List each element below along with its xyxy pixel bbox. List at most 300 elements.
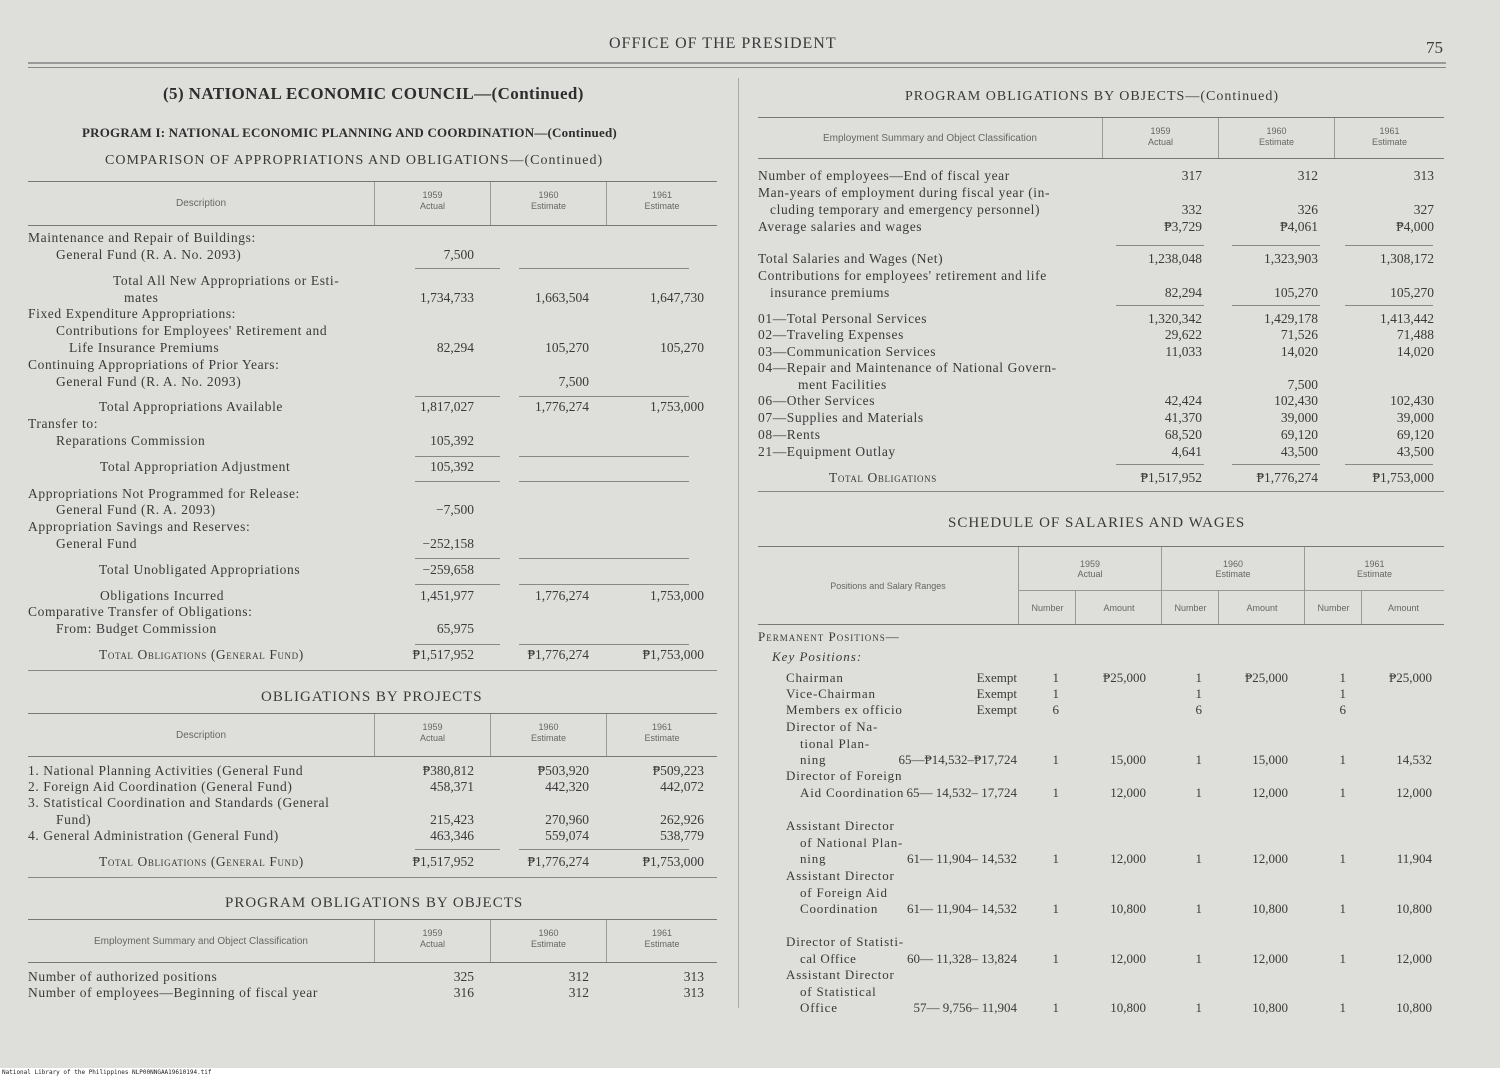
row-value: 105,392: [430, 459, 474, 474]
column-divider: [738, 78, 739, 1008]
position-count: 1: [1339, 752, 1346, 767]
total-rule: [415, 849, 500, 850]
row-value: 1,817,027: [420, 399, 474, 414]
total-rule: [519, 456, 604, 457]
total-rule: [604, 584, 689, 585]
row-value: 313: [683, 969, 704, 984]
row-value: ₱1,517,952: [412, 647, 474, 662]
row-value: 1,429,178: [1264, 311, 1318, 326]
objects-continued-title: PROGRAM OBLIGATIONS BY OBJECTS—(Continued): [905, 89, 1280, 104]
row-value: ₱3,729: [1164, 219, 1202, 234]
row-value: 82,294: [1164, 285, 1202, 300]
row-description: Reparations Commission: [56, 433, 206, 448]
row-value: 1,451,977: [420, 588, 474, 603]
row-description: Obligations Incurred: [100, 588, 225, 603]
row-description: 07—Supplies and Materials: [758, 410, 924, 425]
row-value: 1,647,730: [650, 290, 704, 305]
table-row: [758, 470, 1444, 487]
row-description: Appropriation Savings and Reserves:: [28, 519, 251, 534]
row-description: General Fund (R. A. 2093): [56, 502, 216, 517]
table-row: [28, 621, 717, 638]
row-value: 1,413,442: [1380, 311, 1434, 326]
row-description: 08—Rents: [758, 427, 821, 442]
col-1960: 1960 Estimate: [490, 182, 606, 225]
position-count: 1: [1052, 784, 1059, 800]
position-count: 1: [1339, 1000, 1346, 1015]
table-row: [758, 444, 1444, 461]
position-count: 1: [1052, 1000, 1059, 1015]
row-description: mates: [124, 290, 159, 305]
running-header-title: OFFICE OF THE PRESIDENT: [609, 35, 837, 52]
row-value: 71,526: [1280, 327, 1318, 342]
table-row: [28, 459, 717, 476]
col-amount: Amount: [1218, 591, 1305, 624]
position-count: 1: [1052, 752, 1059, 767]
row-description: Man-years of employment during fiscal year (in-: [758, 185, 1051, 200]
total-rule: [519, 558, 604, 559]
row-description: Maintenance and Repair of Buildings:: [28, 230, 256, 245]
table-row: [28, 812, 717, 829]
row-value: 39,000: [1396, 410, 1434, 425]
row-value: ₱1,753,000: [642, 647, 704, 662]
position-count: 1: [1195, 670, 1202, 685]
row-value: 102,430: [1390, 393, 1434, 408]
position-title: of National Plan-: [800, 834, 904, 850]
row-value: ₱1,517,952: [1140, 470, 1202, 485]
total-rule: [604, 644, 689, 645]
salary-amount: 12,000: [1396, 950, 1432, 966]
salary-amount: 10,800: [1396, 901, 1432, 916]
total-rule: [1345, 464, 1433, 465]
row-description: Total Obligations (General Fund): [99, 647, 304, 662]
total-rule: [1345, 245, 1433, 246]
position-count: 1: [1052, 670, 1059, 685]
row-description: General Fund: [56, 536, 138, 551]
salary-amount: ₱25,000: [1389, 670, 1432, 685]
row-value: 105,270: [1274, 285, 1318, 300]
position-title: Assistant Director: [786, 868, 895, 883]
row-description: 04—Repair and Maintenance of National Govern-: [758, 360, 1057, 375]
row-value: 538,779: [660, 828, 704, 843]
row-value: 82,294: [436, 340, 474, 355]
total-rule: [1232, 245, 1320, 246]
row-value: 105,392: [430, 433, 474, 448]
permanent-positions-label: Permanent Positions—: [758, 629, 900, 644]
position-count: 1: [1195, 950, 1202, 966]
row-value: 14,020: [1396, 344, 1434, 359]
col-amount: Amount: [1075, 591, 1162, 624]
table-row: [28, 519, 717, 536]
row-value: 102,430: [1274, 393, 1318, 408]
header-rule: [28, 62, 1446, 64]
row-value: 1,776,274: [535, 399, 589, 414]
position-title: Office: [800, 1000, 838, 1015]
salary-range: 60— 11,328– 13,824: [906, 950, 1017, 966]
salary-amount: 10,800: [1252, 1000, 1288, 1015]
salary-range: 65—₱14,532–₱17,724: [898, 752, 1017, 767]
row-description: Number of employees—Beginning of fiscal year: [28, 985, 318, 1000]
col-number: Number: [1304, 591, 1362, 624]
row-description: Continuing Appropriations of Prior Years:: [28, 357, 280, 372]
row-value: ₱1,776,274: [527, 647, 589, 662]
row-value: 1,238,048: [1148, 251, 1202, 266]
total-rule: [415, 456, 500, 457]
row-description: 4. General Administration (General Fund): [28, 828, 279, 843]
row-value: 43,500: [1396, 444, 1434, 459]
row-value: 71,488: [1396, 327, 1434, 342]
salary-amount: 15,000: [1110, 752, 1146, 767]
position-title: Director of Statisti-: [786, 934, 904, 949]
page-number: 75: [1426, 38, 1443, 57]
row-value: 1,323,903: [1264, 251, 1318, 266]
table-row: [758, 185, 1444, 202]
salary-amount: 15,000: [1252, 752, 1288, 767]
salary-range: Exempt: [976, 670, 1017, 685]
row-value: ₱4,061: [1280, 219, 1318, 234]
row-value: 326: [1297, 202, 1318, 217]
position-count: 1: [1339, 950, 1346, 966]
row-value: 4,641: [1171, 444, 1202, 459]
row-value: 1,753,000: [650, 588, 704, 603]
position-title: ning: [800, 851, 827, 866]
row-value: 68,520: [1164, 427, 1202, 442]
row-value: 316: [453, 985, 474, 1000]
projects-table-header: Description 1959 Actual 1960 Estimate 1961 Estimate: [28, 713, 717, 757]
total-rule: [519, 584, 604, 585]
position-title: Assistant Director: [786, 818, 895, 833]
row-description: Contributions for employees' retirement and life: [758, 268, 1047, 283]
row-value: 105,270: [660, 340, 704, 355]
col-number: Number: [1161, 591, 1219, 624]
row-description: Total Unobligated Appropriations: [99, 562, 301, 577]
total-rule: [519, 481, 604, 482]
row-value: 43,500: [1280, 444, 1318, 459]
objects-title: PROGRAM OBLIGATIONS BY OBJECTS: [225, 895, 524, 911]
row-value: 312: [568, 985, 589, 1000]
position-title: cal Office: [800, 950, 857, 966]
row-description: 06—Other Services: [758, 393, 876, 408]
position-title: Aid Coordination: [800, 784, 905, 800]
row-value: 312: [1297, 168, 1318, 183]
total-rule: [415, 584, 500, 585]
salary-amount: 11,904: [1396, 851, 1432, 866]
table-row: [28, 779, 717, 796]
table-row: [28, 502, 717, 519]
col-1959: 1959 Actual: [374, 182, 490, 225]
total-rule: [415, 644, 500, 645]
salary-amount: 10,800: [1110, 901, 1146, 916]
table-row: [28, 536, 717, 553]
salary-range: Exempt: [976, 686, 1017, 701]
position-title: tional Plan-: [800, 735, 870, 751]
row-value: 327: [1413, 202, 1434, 217]
row-description: 21—Equipment Outlay: [758, 444, 896, 459]
position-count: 1: [1052, 950, 1059, 966]
total-rule: [604, 481, 689, 482]
row-value: 42,424: [1164, 393, 1202, 408]
row-value: ₱380,812: [422, 763, 474, 778]
table-row: [758, 251, 1444, 268]
position-title: Vice-Chairman: [786, 686, 876, 701]
row-description: Fund): [56, 812, 92, 827]
row-value: 69,120: [1396, 427, 1434, 442]
row-value: 11,033: [1165, 344, 1202, 359]
total-rule: [604, 456, 689, 457]
table-row: [28, 969, 717, 986]
salary-amount: ₱25,000: [1245, 670, 1288, 685]
total-rule: [415, 268, 500, 269]
salary-amount: 12,000: [1110, 784, 1146, 800]
total-rule: [1345, 305, 1433, 306]
scan-footer: National Library of the Philippines NLP00NNGAA19610194.tif: [0, 1068, 1500, 1078]
row-value: 1,308,172: [1380, 251, 1434, 266]
row-description: Life Insurance Premiums: [69, 340, 220, 355]
row-description: ment Facilities: [798, 377, 887, 392]
total-rule: [519, 849, 604, 850]
row-value: 105,270: [545, 340, 589, 355]
table-row: [28, 357, 717, 374]
table-row: [28, 562, 717, 579]
table-row: [28, 273, 717, 290]
table-row: [28, 854, 717, 871]
table-row: [28, 985, 717, 1002]
row-description: Transfer to:: [28, 416, 99, 431]
table-row: [758, 285, 1444, 302]
row-value: 105,270: [1390, 285, 1434, 300]
salary-amount: 12,000: [1252, 950, 1288, 966]
position-title: Members ex officio: [786, 702, 903, 717]
row-value: 559,074: [545, 828, 589, 843]
row-value: 313: [1413, 168, 1434, 183]
row-value: ₱1,753,000: [642, 854, 704, 869]
table-row: [28, 604, 717, 621]
position-count: 1: [1195, 901, 1202, 916]
row-description: 03—Communication Services: [758, 344, 937, 359]
position-title: Director of Foreign: [786, 768, 903, 783]
comparison-title: COMPARISON OF APPROPRIATIONS AND OBLIGATIONS—(Continued): [105, 153, 604, 168]
row-description: cluding temporary and emergency personnel): [770, 202, 1041, 217]
row-value: ₱1,753,000: [1372, 470, 1434, 485]
position-count: 1: [1195, 752, 1202, 767]
position-title: Chairman: [786, 670, 844, 685]
salary-amount: ₱25,000: [1103, 670, 1146, 685]
total-rule: [519, 396, 604, 397]
position-title: Director of Na-: [786, 719, 879, 734]
salaries-title: SCHEDULE OF SALARIES AND WAGES: [948, 515, 1246, 531]
total-rule: [28, 670, 717, 671]
position-count: 1: [1052, 901, 1059, 916]
row-description: 1. National Planning Activities (General Fund: [28, 763, 304, 778]
row-value: 7,500: [443, 247, 474, 262]
col-1961: 1961 Estimate: [606, 182, 717, 225]
table-row: [28, 374, 717, 391]
position-title: ning: [800, 752, 827, 767]
row-value: ₱1,517,952: [412, 854, 474, 869]
row-value: −252,158: [422, 536, 474, 551]
total-rule: [415, 396, 500, 397]
table-row: [758, 377, 1444, 394]
table-row: [28, 399, 717, 416]
objects-table-header: Employment Summary and Object Classification 1959 Actual 1960 Estimate 1961 Estimate: [28, 919, 717, 963]
total-rule: [1232, 305, 1320, 306]
row-value: 29,622: [1164, 327, 1202, 342]
row-value: 270,960: [545, 812, 589, 827]
total-rule: [519, 268, 604, 269]
table-row: [758, 410, 1444, 427]
table-row: [28, 247, 717, 264]
salary-amount: 12,000: [1396, 784, 1432, 800]
table-row: [758, 311, 1444, 328]
row-description: Total Obligations (General Fund): [99, 854, 304, 869]
position-count: 6: [1052, 702, 1059, 717]
row-value: 1,734,733: [420, 290, 474, 305]
row-value: 317: [1181, 168, 1202, 183]
salary-amount: 10,800: [1252, 901, 1288, 916]
position-title: of Foreign Aid: [800, 884, 888, 900]
total-rule: [604, 558, 689, 559]
row-value: ₱503,920: [537, 763, 589, 778]
position-count: 1: [1339, 851, 1346, 866]
table-row: [758, 427, 1444, 444]
salaries-table-header: Positions and Salary Ranges 1959 Actual 1960 Estimate 1961 Estimate Number Amount Number Amount Number Amount: [758, 546, 1444, 625]
position-count: 1: [1195, 686, 1202, 701]
row-value: 332: [1181, 202, 1202, 217]
row-description: Number of employees—End of fiscal year: [758, 168, 1010, 183]
table-row: [28, 828, 717, 845]
table-row: [758, 360, 1444, 377]
salary-amount: 14,532: [1396, 752, 1432, 767]
row-value: 458,371: [430, 779, 474, 794]
table-row: [28, 230, 717, 247]
row-description: Total Appropriations Available: [99, 399, 284, 414]
position-title: of Statistical: [800, 983, 877, 999]
position-count: 1: [1195, 851, 1202, 866]
table-row: [28, 647, 717, 664]
row-value: 325: [453, 969, 474, 984]
table-row: [28, 795, 717, 812]
row-value: 442,320: [545, 779, 589, 794]
salary-amount: 12,000: [1252, 851, 1288, 866]
program-title: PROGRAM I: NATIONAL ECONOMIC PLANNING AND COORDINATION—(Continued): [82, 125, 617, 140]
table-row: [758, 168, 1444, 185]
row-value: ₱4,000: [1396, 219, 1434, 234]
table-row: [28, 290, 717, 307]
row-value: 215,423: [430, 812, 474, 827]
row-description: 2. Foreign Aid Coordination (General Fund): [28, 779, 293, 794]
row-value: 7,500: [1287, 377, 1318, 392]
row-description: Appropriations Not Programmed for Release:: [28, 486, 300, 501]
row-value: 65,975: [436, 621, 474, 636]
salary-range: 65— 14,532– 17,724: [906, 784, 1017, 800]
row-description: General Fund (R. A. No. 2093): [56, 247, 242, 262]
salary-range: 57— 9,756– 11,904: [913, 1000, 1017, 1015]
row-value: 14,020: [1280, 344, 1318, 359]
total-rule: [415, 481, 500, 482]
position-count: 1: [1195, 1000, 1202, 1015]
table-row: [28, 433, 717, 450]
total-rule: [519, 644, 604, 645]
right-objects-table-header: Employment Summary and Object Classification 1959 Actual 1960 Estimate 1961 Estimate: [758, 117, 1444, 159]
row-description: Total Salaries and Wages (Net): [758, 251, 944, 266]
position-count: 6: [1339, 702, 1346, 717]
row-value: 1,663,504: [535, 290, 589, 305]
table-row: [758, 327, 1444, 344]
table-row: [758, 344, 1444, 361]
row-value: 1,753,000: [650, 399, 704, 414]
salary-range: 61— 11,904– 14,532: [906, 851, 1017, 866]
row-value: 7,500: [558, 374, 589, 389]
projects-title: OBLIGATIONS BY PROJECTS: [261, 689, 483, 705]
total-rule: [1116, 464, 1204, 465]
table-row: [28, 763, 717, 780]
table-row: [28, 416, 717, 433]
col-number: Number: [1018, 591, 1076, 624]
row-description: Average salaries and wages: [758, 219, 923, 234]
row-value: 262,926: [660, 812, 704, 827]
row-description: Total Appropriation Adjustment: [100, 459, 291, 474]
key-positions-label: Key Positions:: [772, 649, 863, 664]
position-title: Assistant Director: [786, 967, 895, 982]
comparison-table-header: [28, 181, 717, 226]
row-value: 442,072: [660, 779, 704, 794]
table-row: [758, 202, 1444, 219]
total-rule: [1116, 305, 1204, 306]
position-count: 1: [1339, 901, 1346, 916]
table-row: [28, 486, 717, 503]
table-row: [28, 340, 717, 357]
row-value: ₱509,223: [652, 763, 704, 778]
row-description: 02—Traveling Expenses: [758, 327, 904, 342]
total-rule: [1232, 464, 1320, 465]
row-value: ₱1,776,274: [527, 854, 589, 869]
total-rule: [604, 396, 689, 397]
position-count: 1: [1195, 784, 1202, 800]
row-value: 312: [568, 969, 589, 984]
position-count: 1: [1052, 851, 1059, 866]
row-description: Total All New Appropriations or Esti-: [113, 273, 340, 288]
total-rule: [1116, 245, 1204, 246]
position-title: Coordination: [800, 901, 879, 916]
col-amount: Amount: [1361, 591, 1445, 624]
salary-amount: 12,000: [1252, 784, 1288, 800]
row-value: 69,120: [1280, 427, 1318, 442]
position-count: 1: [1339, 686, 1346, 701]
row-description: Fixed Expenditure Appropriations:: [28, 306, 237, 321]
row-value: −259,658: [422, 562, 474, 577]
row-description: General Fund (R. A. No. 2093): [56, 374, 242, 389]
position-count: 1: [1052, 686, 1059, 701]
council-title: (5) NATIONAL ECONOMIC COUNCIL—(Continued): [163, 84, 584, 103]
row-description: From: Budget Commission: [56, 621, 217, 636]
table-row: [758, 219, 1444, 236]
row-description: Total Obligations: [829, 470, 937, 485]
position-count: 6: [1195, 702, 1202, 717]
row-value: ₱1,776,274: [1256, 470, 1318, 485]
row-value: 1,776,274: [535, 588, 589, 603]
table-row: [28, 323, 717, 340]
row-description: Number of authorized positions: [28, 969, 218, 984]
row-value: 1,320,342: [1148, 311, 1202, 326]
row-description: Comparative Transfer of Obligations:: [28, 604, 253, 619]
total-rule: [604, 268, 689, 269]
row-description: Contributions for Employees' Retirement and: [56, 323, 328, 338]
row-value: 41,370: [1164, 410, 1202, 425]
salary-range: 61— 11,904– 14,532: [906, 901, 1017, 916]
salary-amount: 10,800: [1110, 1000, 1146, 1015]
row-description: 01—Total Personal Services: [758, 311, 928, 326]
total-rule: [604, 849, 689, 850]
table-row: [758, 393, 1444, 410]
